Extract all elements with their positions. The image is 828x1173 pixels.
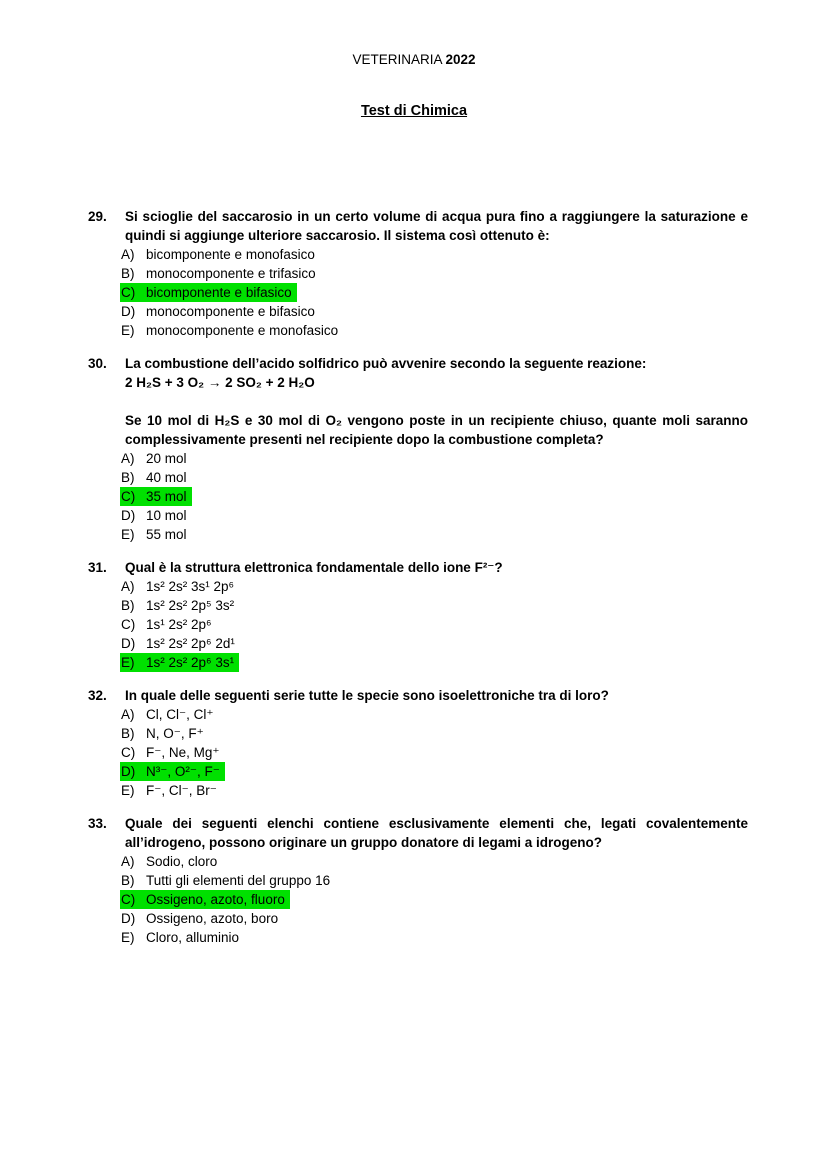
- option-text: 35 mol: [146, 489, 187, 504]
- document-title: Test di Chimica: [360, 103, 468, 119]
- option-row: [120, 634, 748, 653]
- option-text: Tutti gli elementi del gruppo 16: [146, 873, 331, 888]
- option-text: F⁻, Cl⁻, Br⁻: [146, 783, 217, 798]
- option-letter: B): [121, 266, 135, 281]
- option-highlight: [120, 852, 222, 871]
- question-stem: Qual è la struttura elettronica fondamentale dello ione F²⁻?: [125, 560, 503, 575]
- options-list: [120, 449, 748, 544]
- option-letter: C): [121, 892, 136, 907]
- page-header: [0, 0, 828, 69]
- exam-year: 2022: [445, 52, 476, 67]
- question-body: [121, 686, 748, 800]
- option-letter: C): [121, 285, 136, 300]
- option-text: monocomponente e monofasico: [146, 323, 339, 338]
- question-number: 33.: [88, 816, 107, 831]
- option-letter: B): [121, 598, 135, 613]
- option-row: [120, 762, 748, 781]
- option-text: Sodio, cloro: [146, 854, 218, 869]
- option-highlight: [120, 705, 219, 724]
- option-highlight: [120, 781, 222, 800]
- option-letter: A): [121, 854, 135, 869]
- question-stem: Si scioglie del saccarosio in un certo volume di acqua pura fino a raggiungere la saturazione e quindi si aggiunge ulteriore saccarosio. Il sistema così ottenuto è:: [125, 209, 748, 243]
- option-row: [120, 852, 748, 871]
- option-text: 20 mol: [146, 451, 187, 466]
- option-highlight: [120, 264, 321, 283]
- option-highlight: [120, 596, 239, 615]
- option-row: [120, 596, 748, 615]
- questions-section: [0, 207, 828, 947]
- option-row: [120, 525, 748, 544]
- option-text: Cl, Cl⁻, Cl⁺: [146, 707, 214, 722]
- option-text: bicomponente e bifasico: [146, 285, 292, 300]
- option-letter: E): [121, 783, 135, 798]
- option-highlight: [120, 743, 225, 762]
- question-number: 31.: [88, 560, 107, 575]
- option-letter: E): [121, 323, 135, 338]
- option-text: 1s¹ 2s² 2p⁶: [146, 617, 212, 632]
- question-number: 29.: [88, 209, 107, 224]
- option-text: 1s² 2s² 2p⁶ 3s¹: [146, 655, 235, 670]
- option-highlight: [120, 468, 192, 487]
- option-letter: B): [121, 726, 135, 741]
- option-letter: E): [121, 655, 135, 670]
- options-list: [120, 852, 748, 947]
- option-highlight: [120, 615, 217, 634]
- option-letter: A): [121, 707, 135, 722]
- option-row: [120, 871, 748, 890]
- option-highlight: [120, 928, 244, 947]
- option-letter: C): [121, 617, 136, 632]
- question-item: [88, 207, 748, 340]
- option-letter: E): [121, 930, 135, 945]
- option-letter: D): [121, 508, 136, 523]
- option-letter: A): [121, 451, 135, 466]
- option-row: [120, 577, 748, 596]
- option-letter: D): [121, 911, 136, 926]
- option-letter: C): [121, 489, 136, 504]
- question-stem: La combustione dell’acido solfidrico può avvenire secondo la seguente reazione:: [125, 356, 647, 371]
- option-highlight: [120, 762, 225, 781]
- option-letter: C): [121, 745, 136, 760]
- options-list: [120, 577, 748, 672]
- option-letter: D): [121, 764, 136, 779]
- option-row: [120, 909, 748, 928]
- option-highlight: [120, 283, 297, 302]
- question-number: 32.: [88, 688, 107, 703]
- option-highlight: [120, 871, 335, 890]
- option-text: Ossigeno, azoto, fluoro: [146, 892, 285, 907]
- option-row: [120, 781, 748, 800]
- option-highlight: [120, 724, 209, 743]
- question-stem: Quale dei seguenti elenchi contiene esclusivamente elementi che, legati covalentemente all’idrogeno, possono originare un gruppo donatore di legami a idrogeno?: [125, 816, 748, 850]
- option-letter: A): [121, 247, 135, 262]
- option-text: 40 mol: [146, 470, 187, 485]
- option-text: bicomponente e monofasico: [146, 247, 315, 262]
- question-body: [121, 354, 748, 544]
- option-highlight: [120, 506, 192, 525]
- option-row: [120, 487, 748, 506]
- option-letter: D): [121, 304, 136, 319]
- option-row: [120, 245, 748, 264]
- question-item: [88, 814, 748, 947]
- option-highlight: [120, 525, 192, 544]
- question-stem-continued: Se 10 mol di H₂S e 30 mol di O₂ vengono poste in un recipiente chiuso, quante moli saranno complessivamente presenti nel recipiente dopo la combustione completa?: [125, 413, 748, 447]
- option-text: N³⁻, O²⁻, F⁻: [146, 764, 220, 779]
- option-text: 10 mol: [146, 508, 187, 523]
- option-row: [120, 743, 748, 762]
- option-letter: D): [121, 636, 136, 651]
- question-item: [88, 354, 748, 544]
- question-item: [88, 686, 748, 800]
- option-highlight: [120, 487, 192, 506]
- option-text: monocomponente e bifasico: [146, 304, 315, 319]
- question-body: [121, 558, 748, 672]
- options-list: [120, 245, 748, 340]
- option-text: F⁻, Ne, Mg⁺: [146, 745, 220, 760]
- option-row: [120, 724, 748, 743]
- option-letter: B): [121, 470, 135, 485]
- option-row: [120, 302, 748, 321]
- option-highlight: [120, 890, 290, 909]
- options-list: [120, 705, 748, 800]
- option-text: 1s² 2s² 3s¹ 2p⁶: [146, 579, 235, 594]
- option-row: [120, 705, 748, 724]
- option-highlight: [120, 909, 283, 928]
- option-text: monocomponente e trifasico: [146, 266, 316, 281]
- option-text: N, O⁻, F⁺: [146, 726, 204, 741]
- option-highlight: [120, 321, 343, 340]
- option-letter: B): [121, 873, 135, 888]
- question-stem: In quale delle seguenti serie tutte le specie sono isoelettroniche tra di loro?: [125, 688, 609, 703]
- option-text: 1s² 2s² 2p⁵ 3s²: [146, 598, 235, 613]
- option-highlight: [120, 577, 239, 596]
- option-row: [120, 653, 748, 672]
- option-row: [120, 283, 748, 302]
- option-row: [120, 615, 748, 634]
- option-row: [120, 449, 748, 468]
- question-item: [88, 558, 748, 672]
- option-text: Cloro, alluminio: [146, 930, 240, 945]
- option-highlight: [120, 245, 320, 264]
- question-number: 30.: [88, 356, 107, 371]
- option-row: [120, 890, 748, 909]
- option-row: [120, 928, 748, 947]
- option-highlight: [120, 302, 320, 321]
- exam-name: VETERINARIA: [352, 52, 442, 67]
- option-text: Ossigeno, azoto, boro: [146, 911, 279, 926]
- option-letter: E): [121, 527, 135, 542]
- option-highlight: [120, 634, 240, 653]
- option-row: [120, 468, 748, 487]
- option-row: [120, 506, 748, 525]
- chemical-equation: 2 H₂S + 3 O₂ → 2 SO₂ + 2 H₂O: [125, 375, 315, 390]
- option-text: 55 mol: [146, 527, 187, 542]
- option-row: [120, 264, 748, 283]
- option-letter: A): [121, 579, 135, 594]
- option-row: [120, 321, 748, 340]
- option-highlight: [120, 449, 192, 468]
- option-highlight: [120, 653, 239, 672]
- question-body: [121, 207, 748, 340]
- question-body: [121, 814, 748, 947]
- option-text: 1s² 2s² 2p⁶ 2d¹: [146, 636, 235, 651]
